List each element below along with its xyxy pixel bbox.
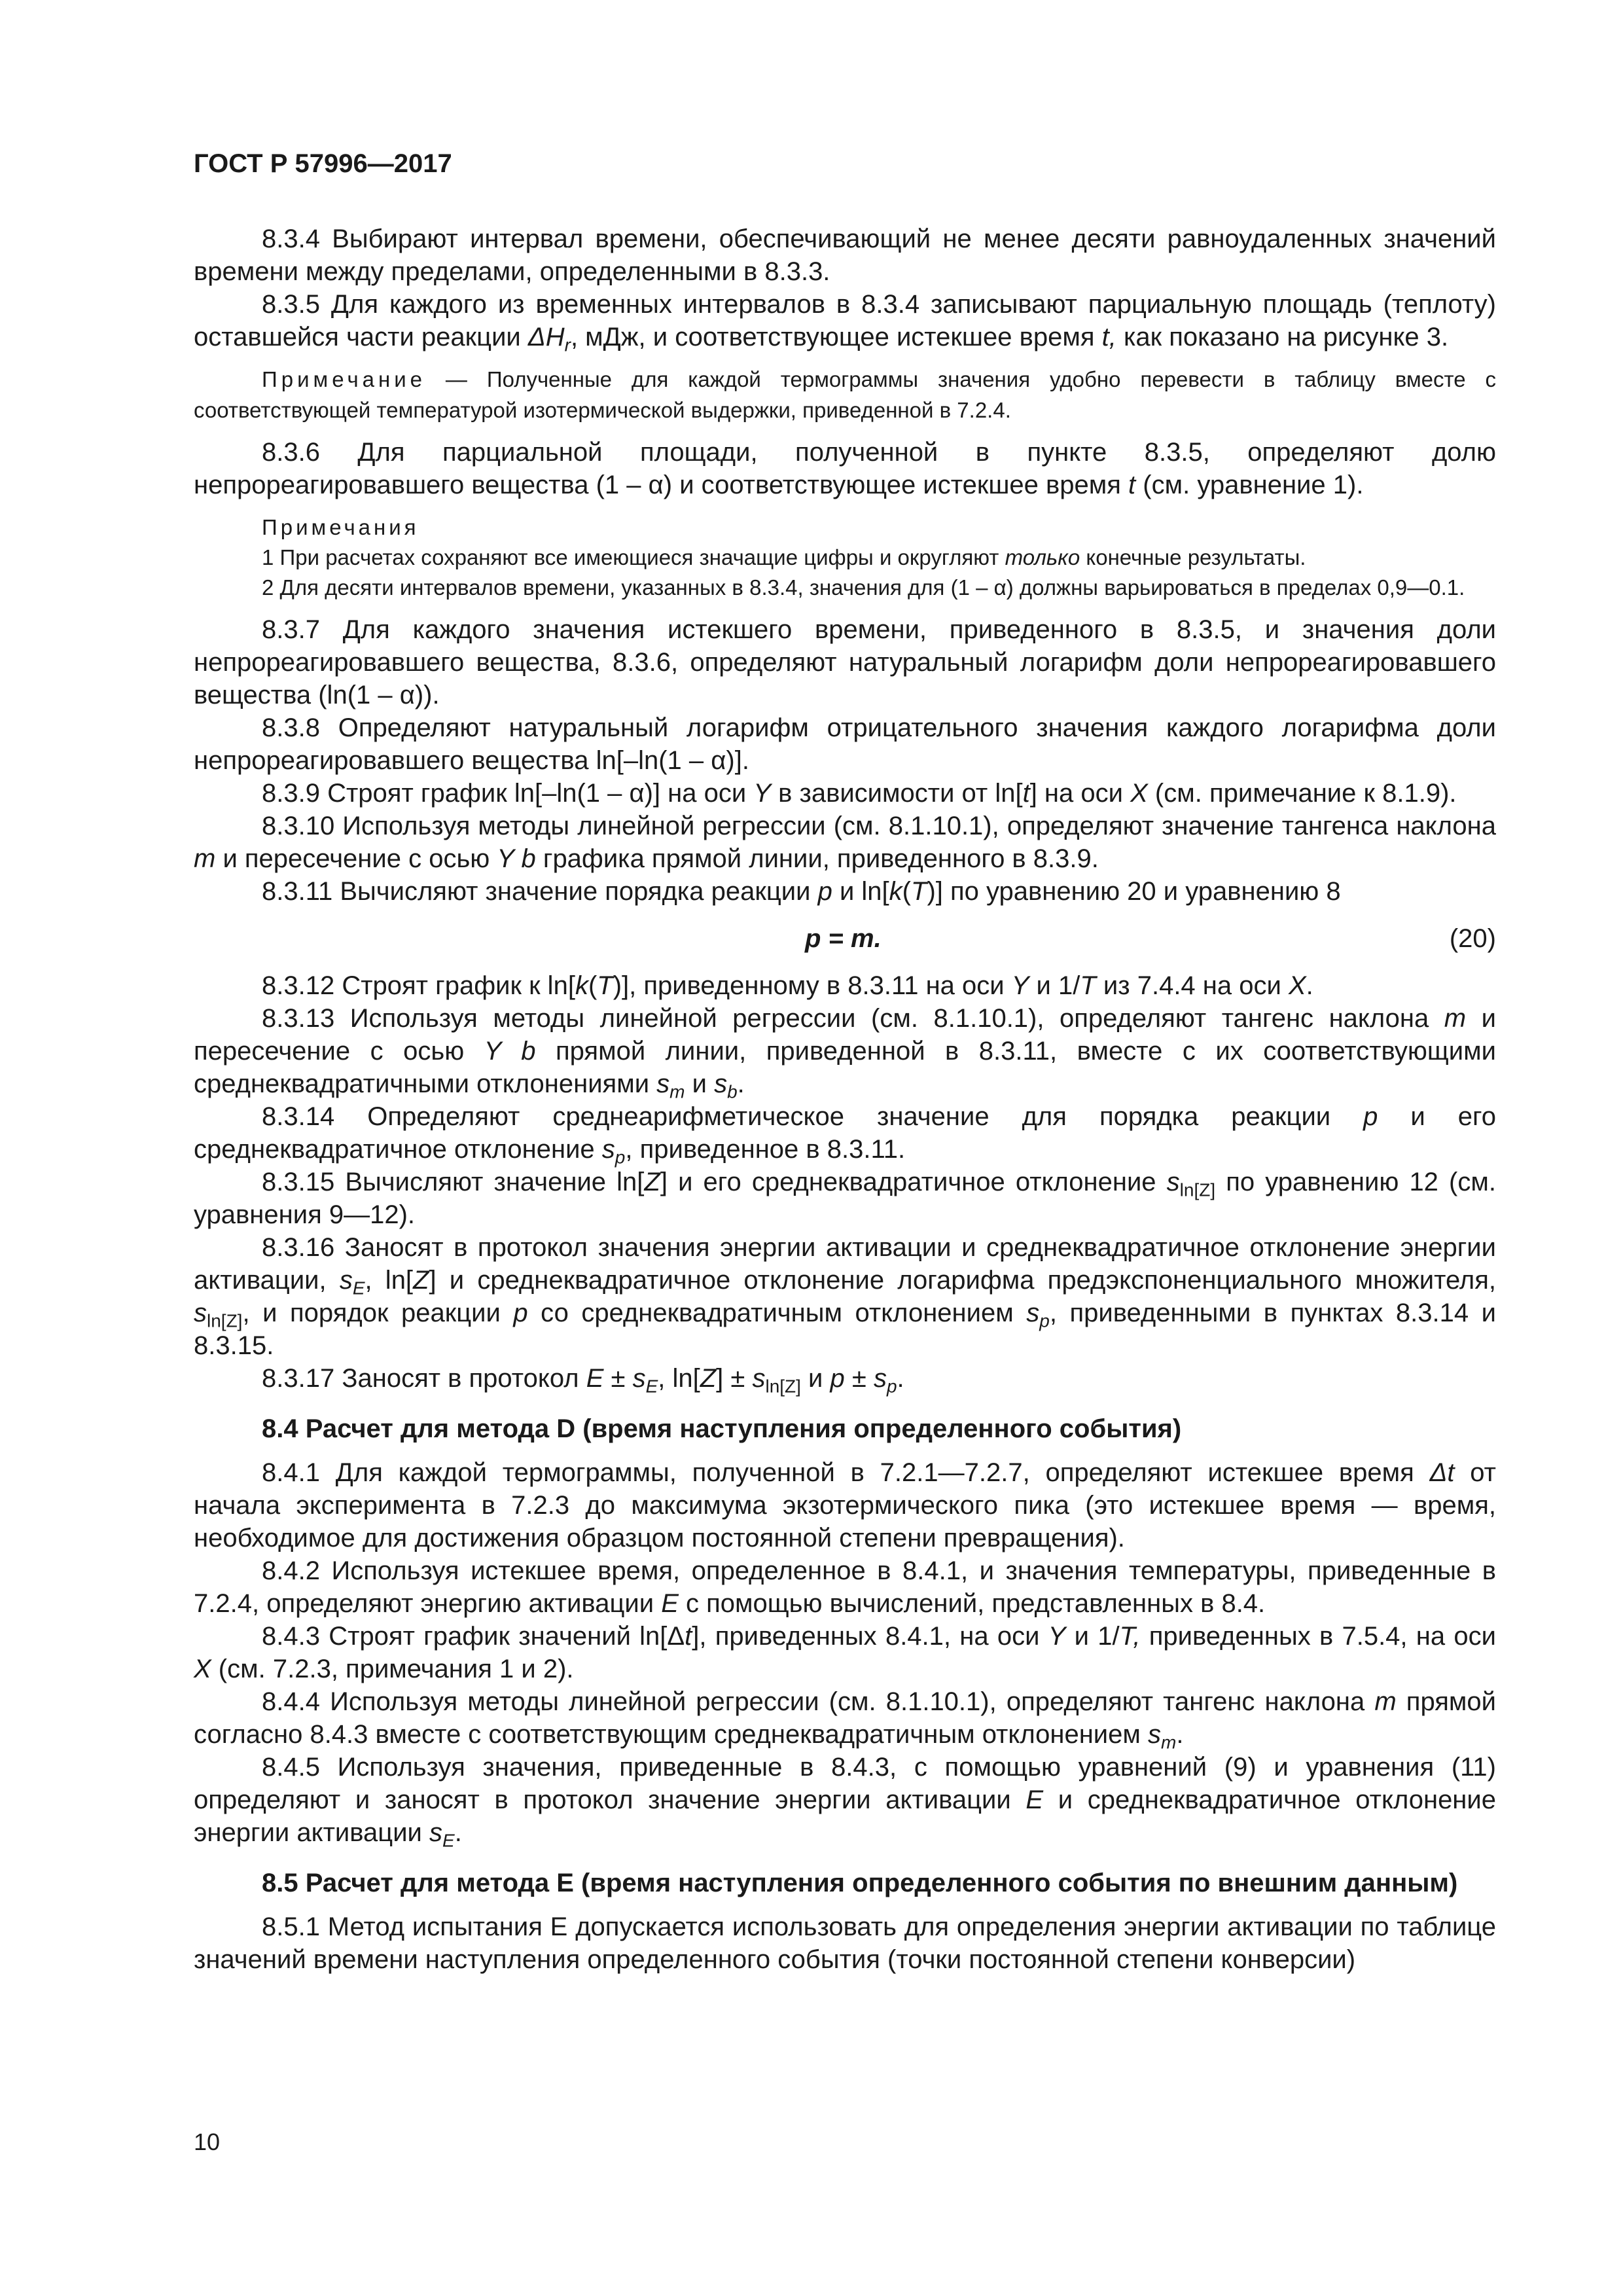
standard-header: ГОСТ Р 57996—2017 — [194, 149, 452, 178]
paragraph-8-3-8: 8.3.8 Определяют натуральный логарифм отрицательного значения каждого логарифма доли непрореагировавшего вещества ln[–ln(1 – α)]. — [194, 713, 1496, 775]
paragraph-8-4-4: 8.4.4 Используя методы линейной регрессии (см. 8.1.10.1), определяют тангенс наклона m прямой согласно 8.4.3 вместе с соответствующим среднеквадратичным отклонением $s_m$. — [194, 1687, 1496, 1753]
equation-number: (20) — [1449, 924, 1496, 953]
paragraph-8-3-6: 8.3.6 Для парциальной площади, полученной в пункте 8.3.5, определяют долю непрореагировавшего вещества (1 – α) и соответствующее истекшее время t (см. уравнение 1). — [194, 438, 1496, 499]
paragraph-8-3-14: 8.3.14 Определяют среднеарифметическое значение для порядка реакции p и его среднеквадратичное отклонение $s_p$, приведенное в 8.3.11. — [194, 1102, 1496, 1168]
paragraph-8-4-5: 8.4.5 Используя значения, приведенные в 8.4.3, с помощью уравнений (9) и уравнения (11) определяют и заносят в протокол значение энергии активации E и среднеквадратичное отклонение энергии активации $s_E$. — [194, 1753, 1496, 1851]
note-item-2: 2 Для десяти интервалов времени, указанных в 8.3.4, значения для (1 – α) должны варьироваться в пределах 0,9—0.1. — [262, 575, 1465, 600]
paragraph-8-4-3: 8.4.3 Строят график значений ln[Δt], приведенных 8.4.1, на оси Y и 1/T, приведенных в 7.5.4, на оси X (см. 7.2.3, примечания 1 и 2). — [194, 1622, 1496, 1683]
note-item-1: 1 При расчетах сохраняют все имеющиеся значащие цифры и округляют только конечные результаты. — [262, 545, 1306, 569]
paragraph-8-5-1: 8.5.1 Метод испытания Е допускается использовать для определения энергии активации по таблице значений времени наступления определенного события (точки постоянной степени конверсии) — [194, 1912, 1496, 1974]
note-label: Примечание — [262, 367, 427, 391]
paragraph-8-3-17: 8.3.17 Заносят в протокол $E \pm s_E$, $\ln[Z] \pm s_{ln[Z]}$ и $p \pm s_p$. — [262, 1364, 904, 1397]
paragraph-8-3-11: 8.3.11 Вычисляют значение порядка реакции p и ln[k(T)] по уравнению 20 и уравнению 8 — [262, 877, 1341, 906]
paragraph-8-3-4: 8.3.4 Выбирают интервал времени, обеспечивающий не менее десяти равноудаленных значений времени между пределами, определенными в 8.3.3. — [194, 224, 1496, 286]
paragraph-8-3-10: 8.3.10 Используя методы линейной регрессии (см. 8.1.10.1), определяют значение тангенса наклона m и пересечение с осью Y b графика прямой линии, приведенного в 8.3.9. — [194, 812, 1496, 873]
page-number: 10 — [194, 2128, 221, 2155]
equation-body: p = m. — [805, 924, 882, 953]
section-heading-8-4: 8.4 Расчет для метода D (время наступления определенного события) — [262, 1414, 1182, 1443]
paragraph-8-4-1: 8.4.1 Для каждой термограммы, полученной в 7.2.1—7.2.7, определяют истекшее время Δt от начала эксперимента в 7.2.3 до максимума экзотермического пика (это истекшее время — время, необходимое для достижения образцом постоянной степени превращения). — [194, 1458, 1496, 1552]
paragraph-8-4-2: 8.4.2 Используя истекшее время, определенное в 8.4.1, и значения температуры, приведенные в 7.2.4, определяют энергию активации E с помощью вычислений, представленных в 8.4. — [194, 1556, 1496, 1618]
paragraph-8-3-13: 8.3.13 Используя методы линейной регрессии (см. 8.1.10.1), определяют тангенс наклона m и пересечение с осью Y b прямой линии, приведенной в 8.3.11, вместе с их соответствующими среднеквадратичными отклонениями $s_m$ и $s_b$. — [194, 1004, 1496, 1102]
paragraph-8-3-9: 8.3.9 Строят график ln[–ln(1 – α)] на оси Y в зависимости от ln[t] на оси X (см. примечание к 8.1.9). — [262, 779, 1457, 808]
notes-label: Примечания — [262, 515, 419, 539]
paragraph-8-3-16: 8.3.16 Заносят в протокол значения энергии активации и среднеквадратичное отклонение энергии активации, $s_E$, ln[Z] и среднеквадратичное отклонение логарифма предэкспоненциального множителя, $s_{ln[Z]}$, и порядок реакции p со среднеквадратичным отклонением $s_p$, приведенными в пунктах 8.3.14 и 8.3.15. — [194, 1233, 1497, 1360]
document-body — [194, 223, 1496, 1976]
paragraph-8-3-12: 8.3.12 Строят график к ln[k(T)], приведенному в 8.3.11 на оси Y и 1/T из 7.4.4 на оси X. — [262, 971, 1313, 1000]
equation-20 — [194, 918, 1496, 959]
paragraph-8-3-15: 8.3.15 Вычисляют значение ln[Z] и его среднеквадратичное отклонение $s_{ln[Z]}$ по уравнению 12 (см. уравнения 9—12). — [194, 1168, 1496, 1229]
paragraph-8-3-7: 8.3.7 Для каждого значения истекшего времени, приведенного в 8.3.5, и значения доли непрореагировавшего вещества, 8.3.6, определяют натуральный логарифм доли непрореагировавшего вещества (ln(1 – α)). — [194, 615, 1496, 709]
section-heading-8-5: 8.5 Расчет для метода Е (время наступления определенного события по внешним данным) — [262, 1869, 1458, 1897]
note-after-8-3-5: Примечание — Полученные для каждой термограммы значения удобно перевести в таблицу вместе с соответствующей температурой изотермической выдержки, приведенной в 7.2.4. — [194, 367, 1496, 422]
paragraph-8-3-5: 8.3.5 Для каждого из временных интервалов в 8.3.4 записывают парциальную площадь (теплоту) оставшейся части реакции $\Delta H_r$, мДж, и соответствующее истекшее время t, как показано на рисунке 3. — [194, 290, 1496, 355]
